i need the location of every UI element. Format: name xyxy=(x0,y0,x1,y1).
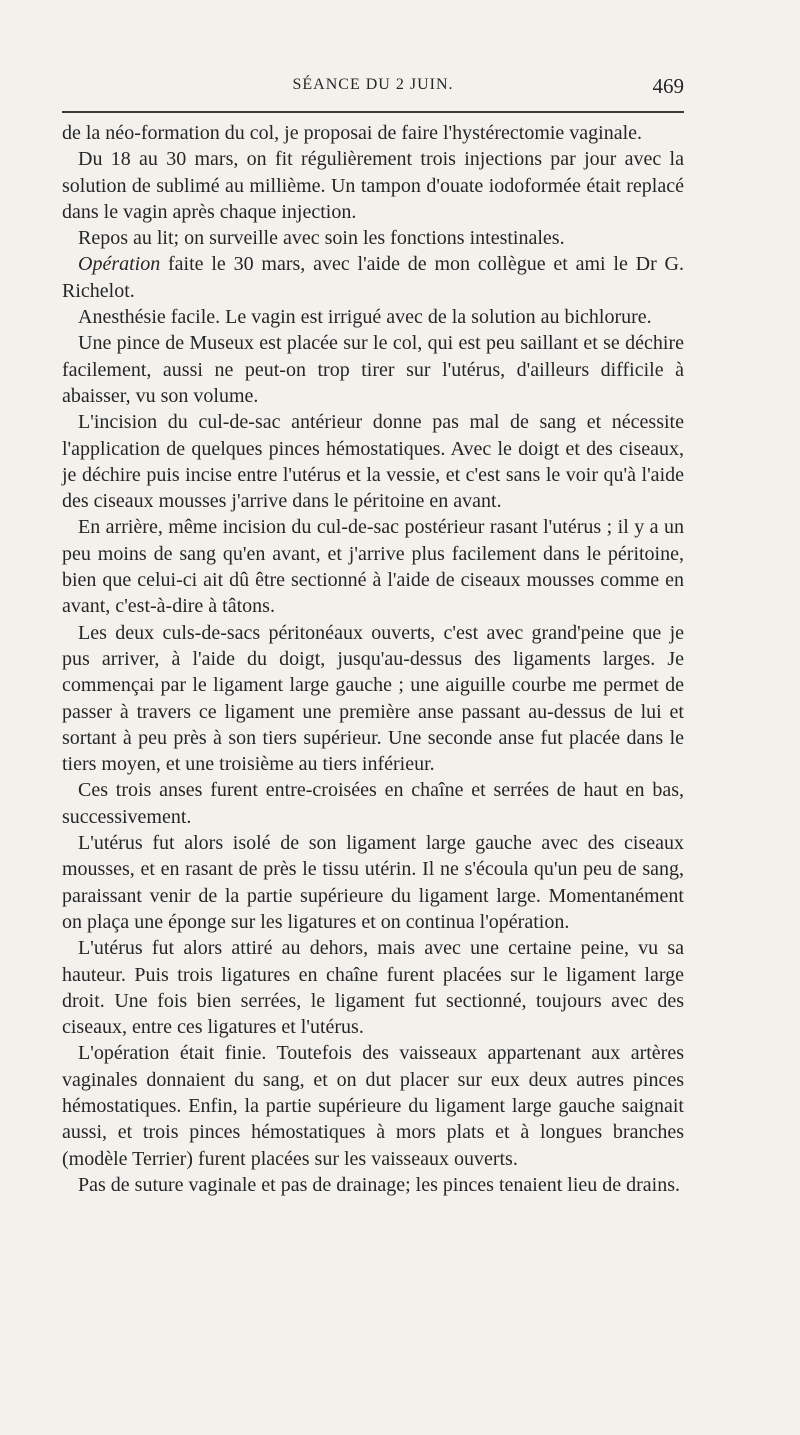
paragraph-lead: Opération xyxy=(78,253,161,276)
paragraph: En arrière, même incision du cul-de-sac postérieur rasant l'utérus ; il y a un peu moins de sang qu'en avant, et j'arrive plus facilement dans le péritoine, bien que celui-ci ait dû être sectionné à l'aide de ciseaux mousses comme en avant, c'est-à-dire à tâtons. xyxy=(62,516,684,618)
paragraph: Une pince de Museux est placée sur le col, qui est peu saillant et se déchire facilement, aussi ne peut-on trop tirer sur l'utérus, d'ailleurs difficile à abaisser, vu son volume. xyxy=(62,332,684,407)
paragraph: Ces trois anses furent entre-croisées en chaîne et serrées de haut en bas, successivement. xyxy=(62,779,684,828)
paragraph: Du 18 au 30 mars, on fit régulièrement trois injections par jour avec la solution de sublimé au millième. Un tampon d'ouate iodoformée était replacé dans le vagin après chaque injection. xyxy=(62,148,684,223)
running-title: SÉANCE DU 2 JUIN. xyxy=(292,76,454,93)
paragraph xyxy=(62,251,684,304)
paragraph: Anesthésie facile. Le vagin est irrigué avec de la solution au bichlorure. xyxy=(78,306,652,329)
header-rule xyxy=(62,111,684,113)
paragraph: L'utérus fut alors attiré au dehors, mais avec une certaine peine, vu sa hauteur. Puis trois ligatures en chaîne furent placées sur le ligament large droit. Une fois bien serrées, le ligament fut sectionné, toujours avec des ciseaux, entre ces ligatures et l'utérus. xyxy=(62,937,684,1039)
paragraph: Pas de suture vaginale et pas de drainage; les pinces tenaient lieu de drains. xyxy=(78,1173,681,1196)
page-header xyxy=(62,74,684,104)
page-number: 469 xyxy=(652,74,684,98)
body-text xyxy=(62,120,684,1198)
paragraph: Les deux culs-de-sacs péritonéaux ouverts, c'est avec grand'peine que je pus arriver, à l'aide du doigt, jusqu'au-dessus des ligaments larges. Je commençai par le ligament large gauche ; une aiguille courbe me permet de passer à travers ce ligament une première anse passant au-dessus de lui et sortant à peu près à son tiers supérieur. Une seconde anse fut placée dans le tiers moyen, et une troisième au tiers inférieur. xyxy=(62,621,684,776)
paragraph: Repos au lit; on surveille avec soin les fonctions intestinales. xyxy=(78,227,565,250)
paragraph-text: faite le 30 mars, avec l'aide de mon collègue et ami le Dr G. Richelot. xyxy=(62,253,684,302)
paragraph: L'incision du cul-de-sac antérieur donne pas mal de sang et nécessite l'application de quelques pinces hémostatiques. Avec le doigt et des ciseaux, je déchire puis incise entre l'utérus et la vessie, et c'est sans le voir qu'à l'aide des ciseaux mousses j'arrive dans le péritoine en avant. xyxy=(62,411,684,513)
paragraph: L'opération était finie. Toutefois des vaisseaux appartenant aux artères vaginales donnaient du sang, et on dut placer sur eux deux autres pinces hémostatiques. Enfin, la partie supérieure du ligament large gauche saignait aussi, et trois pinces hémostatiques à mors plats et à longues branches (modèle Terrier) furent placées sur les vaisseaux ouverts. xyxy=(62,1042,684,1170)
paragraph: de la néo-formation du col, je proposai de faire l'hystérectomie vaginale. xyxy=(62,122,643,144)
paragraph: L'utérus fut alors isolé de son ligament large gauche avec des ciseaux mousses, et en rasant de près le tissu utérin. Il ne s'écoula qu'un peu de sang, paraissant venir de la partie supérieure du ligament large. Momentanément on plaça une éponge sur les ligatures et on continua l'opération. xyxy=(62,832,684,933)
